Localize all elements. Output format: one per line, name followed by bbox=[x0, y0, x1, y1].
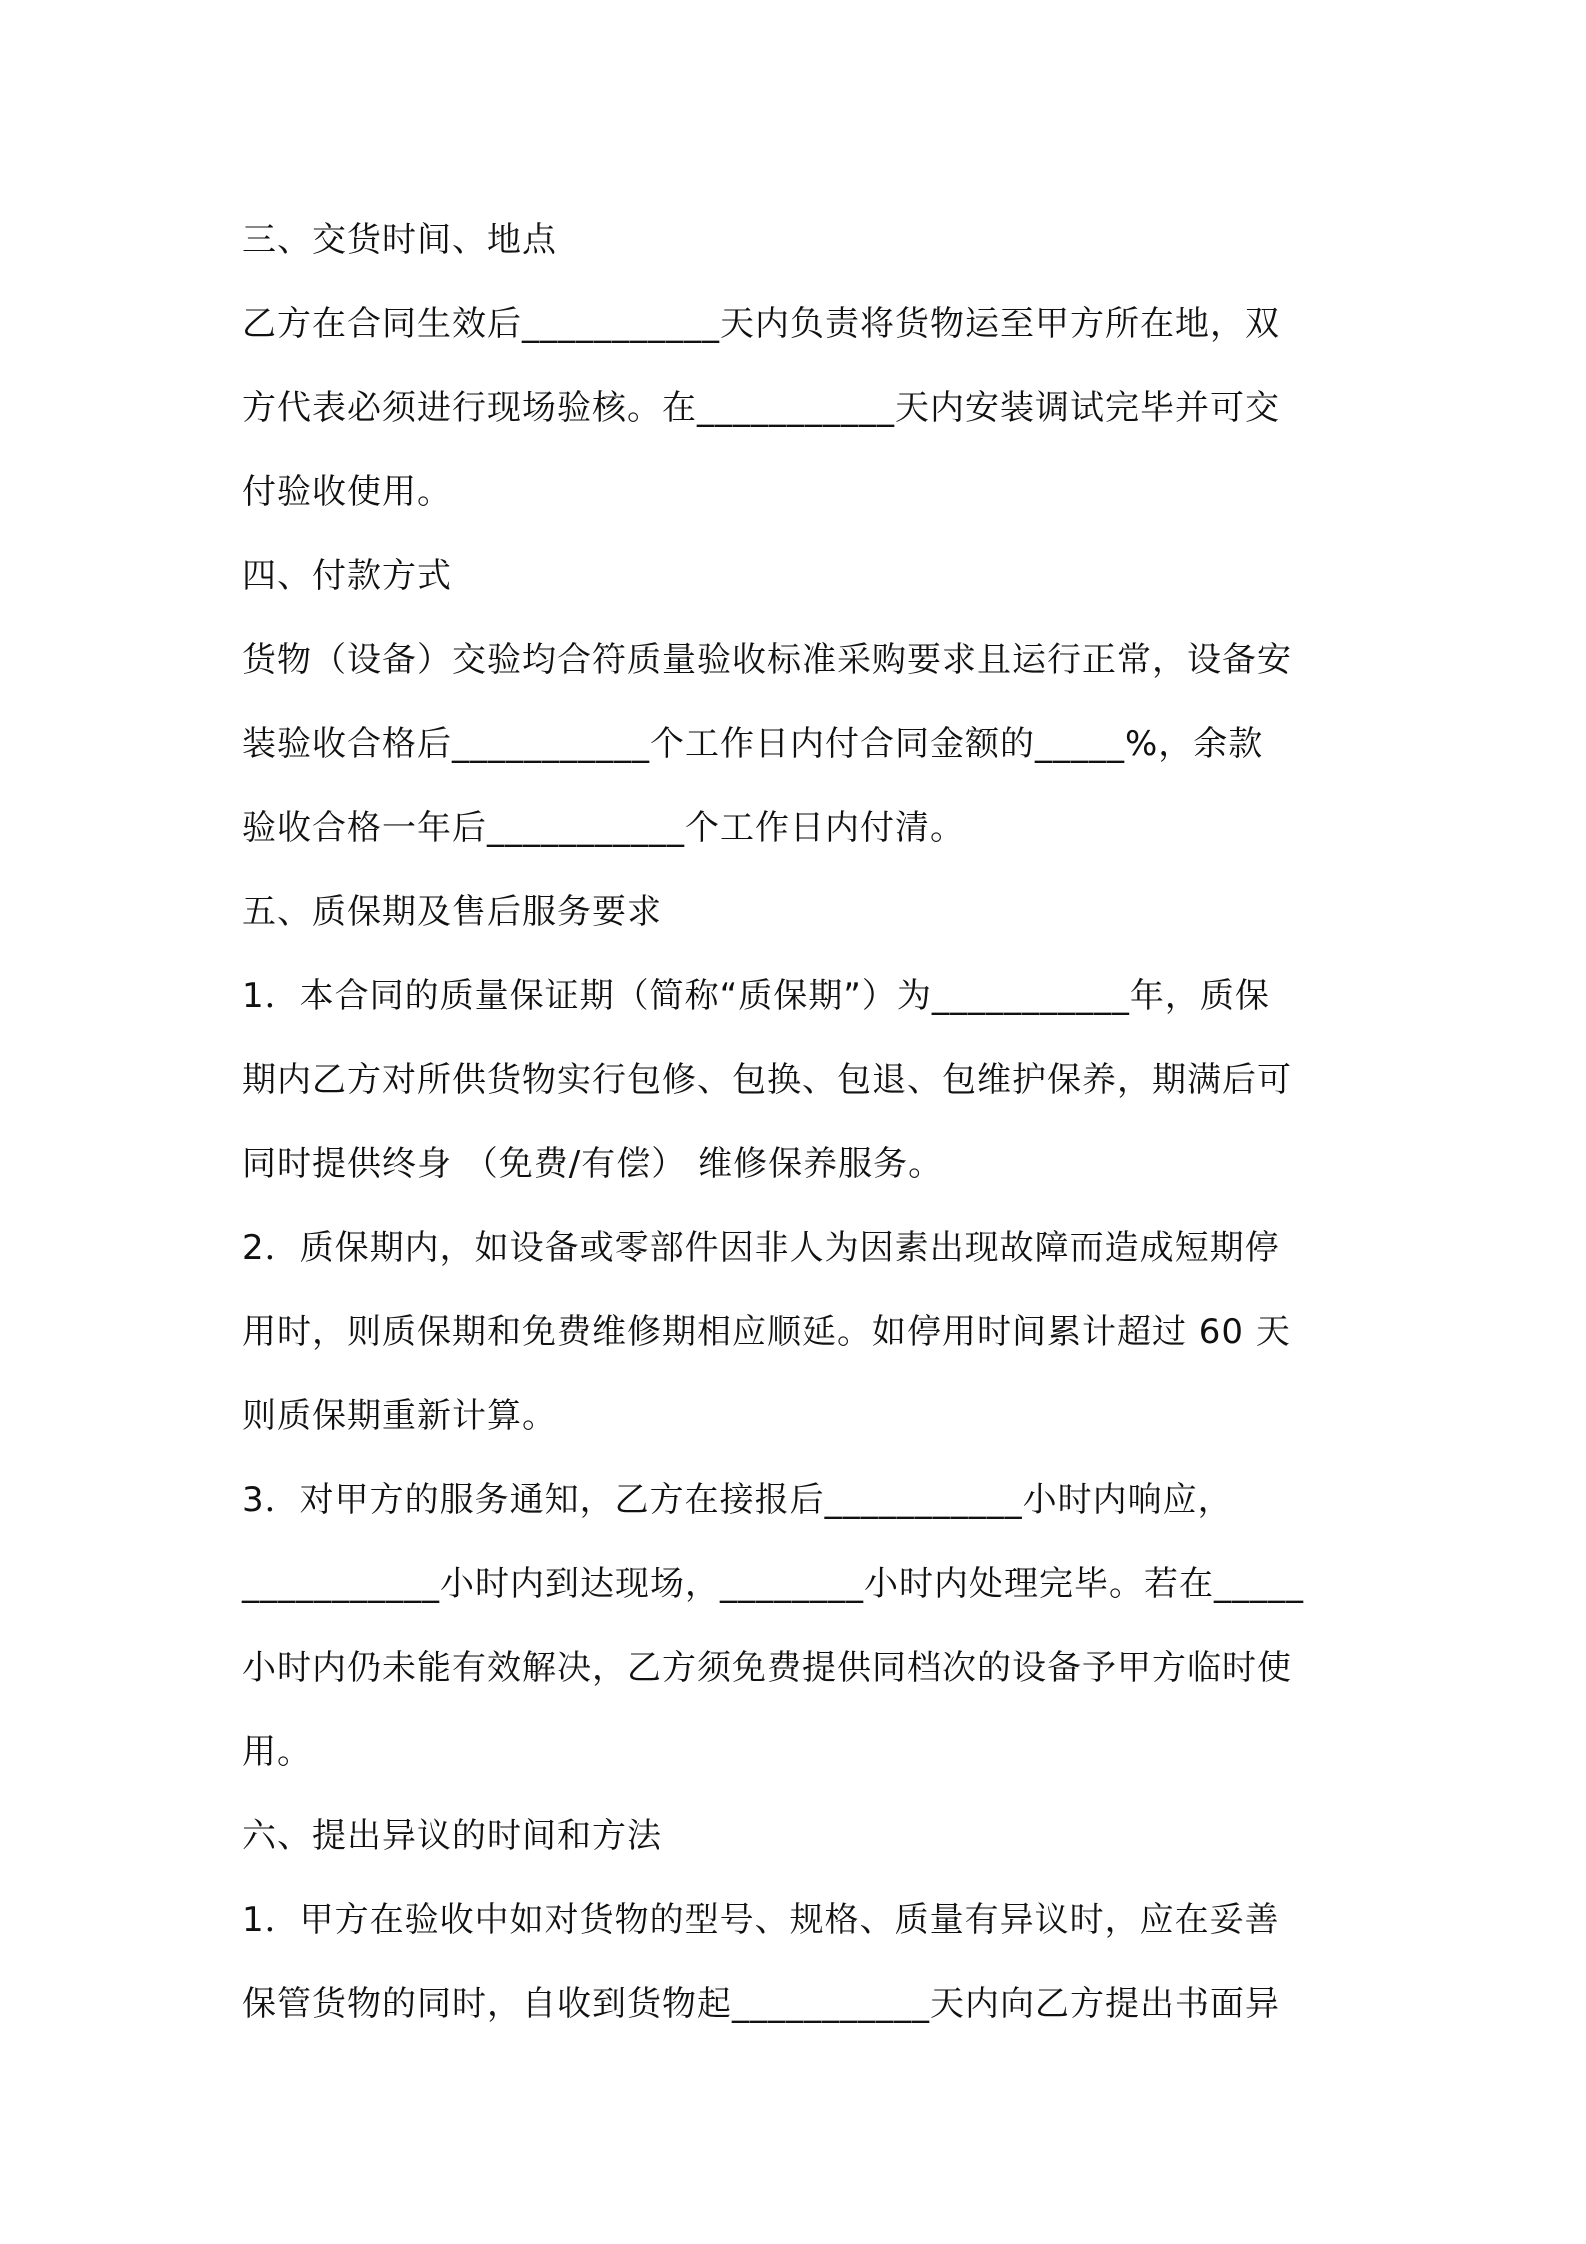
paragraph-line: 装验收合格后___________个工作日内付合同金额的_____%，余款 bbox=[242, 724, 1264, 764]
paragraph-line: 期内乙方对所供货物实行包修、包换、包退、包维护保养，期满后可 bbox=[242, 1060, 1292, 1100]
section-heading-warranty: 五、质保期及售后服务要求 bbox=[242, 892, 662, 932]
contract-text bbox=[242, 198, 1362, 2046]
paragraph-line: 方代表必须进行现场验核。在___________天内安装调试完毕并可交 bbox=[242, 388, 1280, 428]
paragraph-line: 1．本合同的质量保证期（简称“质保期”）为___________年，质保 bbox=[242, 976, 1270, 1016]
section-heading-objection: 六、提出异议的时间和方法 bbox=[242, 1816, 662, 1856]
section-heading-delivery: 三、交货时间、地点 bbox=[242, 220, 557, 260]
paragraph-line: 付验收使用。 bbox=[242, 472, 452, 512]
paragraph-line: 用。 bbox=[242, 1732, 312, 1772]
paragraph-line: 货物（设备）交验均合符质量验收标准采购要求且运行正常，设备安 bbox=[242, 640, 1292, 680]
paragraph-line: 3．对甲方的服务通知，乙方在接报后___________小时内响应， bbox=[242, 1480, 1233, 1520]
paragraph-line: 则质保期重新计算。 bbox=[242, 1396, 557, 1436]
paragraph-line: 乙方在合同生效后___________天内负责将货物运至甲方所在地，双 bbox=[242, 304, 1280, 344]
paragraph-line: 保管货物的同时，自收到货物起___________天内向乙方提出书面异 bbox=[242, 1984, 1280, 2024]
paragraph-line: 同时提供终身 （免费/有偿） 维修保养服务。 bbox=[242, 1144, 944, 1184]
paragraph-line: 验收合格一年后___________个工作日内付清。 bbox=[242, 808, 965, 848]
paragraph-line: ___________小时内到达现场，________小时内处理完毕。若在_____ bbox=[242, 1564, 1304, 1604]
paragraph-line: 小时内仍未能有效解决，乙方须免费提供同档次的设备予甲方临时使 bbox=[242, 1648, 1292, 1688]
paragraph-line: 用时，则质保期和免费维修期相应顺延。如停用时间累计超过 60 天 bbox=[242, 1312, 1291, 1352]
section-heading-payment: 四、付款方式 bbox=[242, 556, 452, 596]
paragraph-line: 1．甲方在验收中如对货物的型号、规格、质量有异议时，应在妥善 bbox=[242, 1900, 1280, 1940]
paragraph-line: 2．质保期内，如设备或零部件因非人为因素出现故障而造成短期停 bbox=[242, 1228, 1280, 1268]
